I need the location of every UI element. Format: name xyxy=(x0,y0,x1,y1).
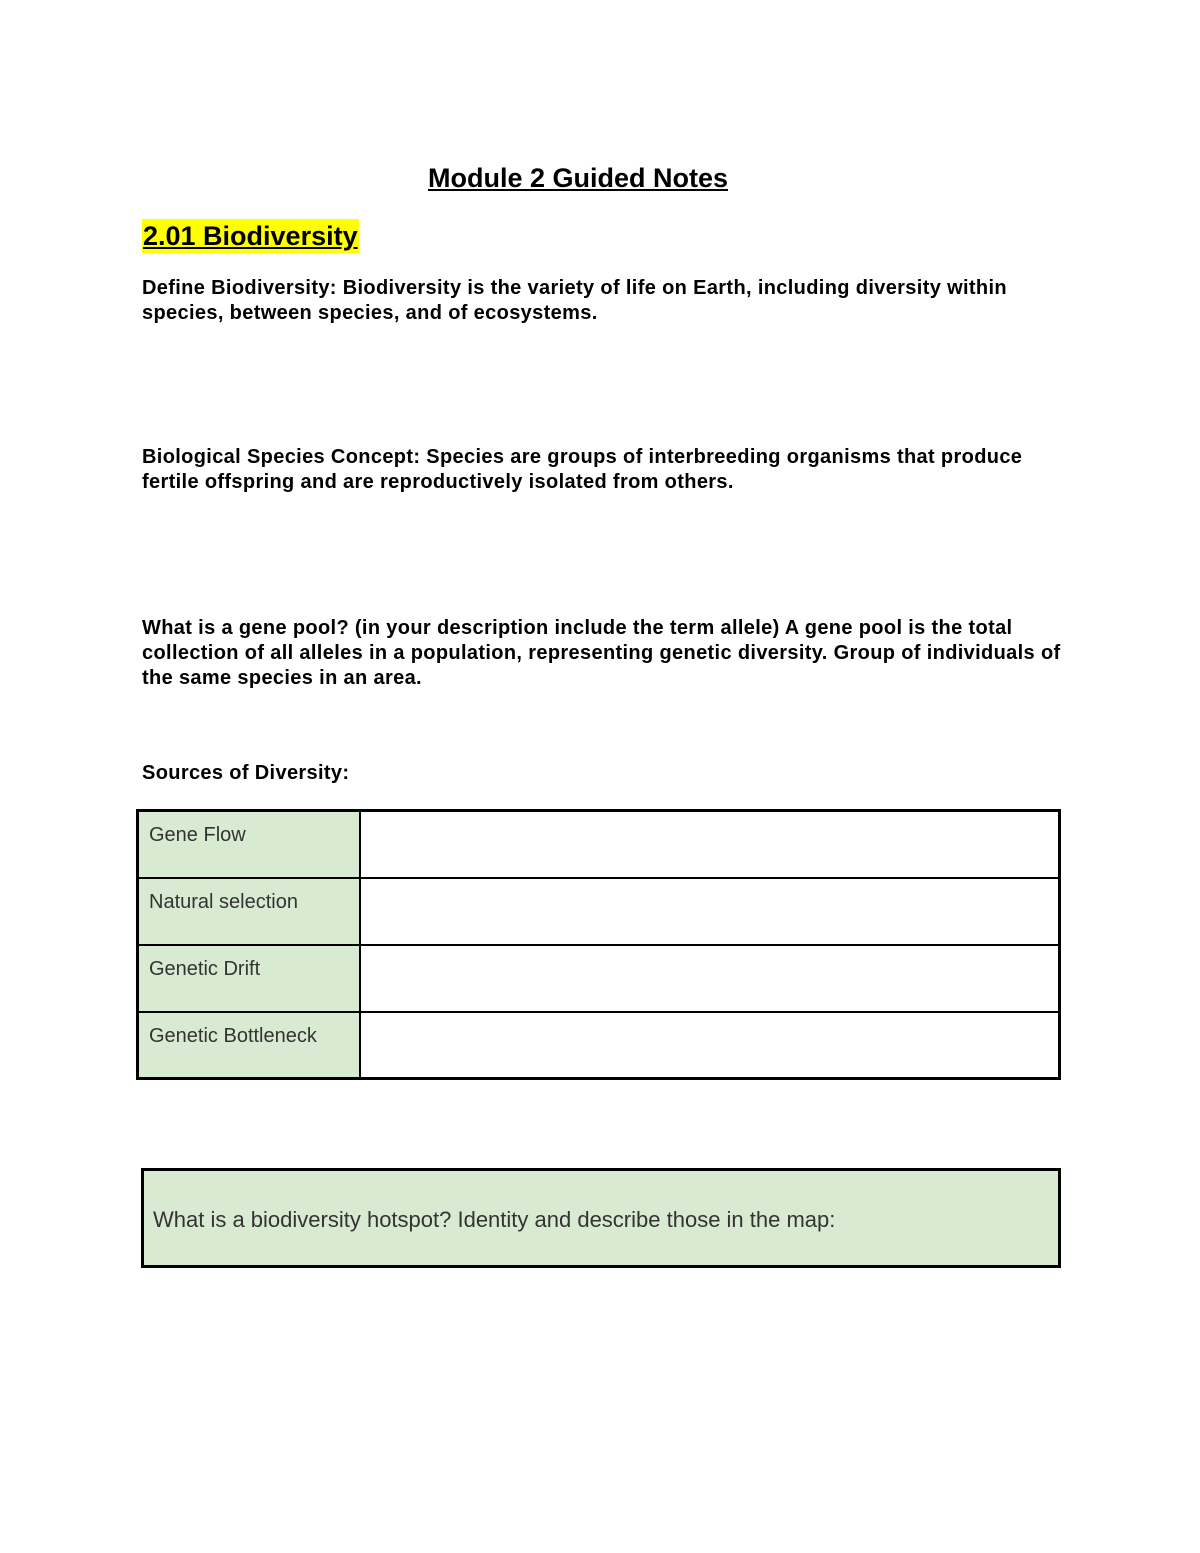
hotspot-prompt-text: What is a biodiversity hotspot? Identity and describe those in the map: xyxy=(153,1207,836,1232)
section-heading: 2.01 Biodiversity xyxy=(143,221,358,251)
page-title: Module 2 Guided Notes xyxy=(427,163,729,193)
row-label-genetic-bottleneck: Genetic Bottleneck xyxy=(138,1012,360,1079)
table-row xyxy=(138,1012,1060,1079)
hotspot-prompt-box[interactable] xyxy=(141,1168,1061,1268)
row-label-genetic-drift: Genetic Drift xyxy=(138,945,360,1012)
row-label-natural-selection: Natural selection xyxy=(138,878,360,945)
sources-of-diversity-table xyxy=(136,809,1061,1080)
species-concept-text: Biological Species Concept: Species are groups of interbreeding organisms that produce fertile offspring and are reproductively isolated from others. xyxy=(142,446,1023,493)
answer-cell-natural-selection[interactable] xyxy=(360,878,1060,945)
row-label-gene-flow: Gene Flow xyxy=(138,811,360,878)
sources-of-diversity-label: Sources of Diversity: xyxy=(142,762,350,784)
answer-cell-genetic-drift[interactable] xyxy=(360,945,1060,1012)
table-row xyxy=(138,811,1060,878)
answer-cell-gene-flow[interactable] xyxy=(360,811,1060,878)
table-row xyxy=(138,878,1060,945)
table-row xyxy=(138,945,1060,1012)
answer-cell-genetic-bottleneck[interactable] xyxy=(360,1012,1060,1079)
gene-pool-text: What is a gene pool? (in your description include the term allele) A gene pool is the total collection of all alleles in a population, representing genetic diversity. Group of individuals of the same species in an area. xyxy=(142,617,1061,689)
define-biodiversity-text: Define Biodiversity: Biodiversity is the variety of life on Earth, including diversity within species, between species, and of ecosystems. xyxy=(142,277,1007,324)
